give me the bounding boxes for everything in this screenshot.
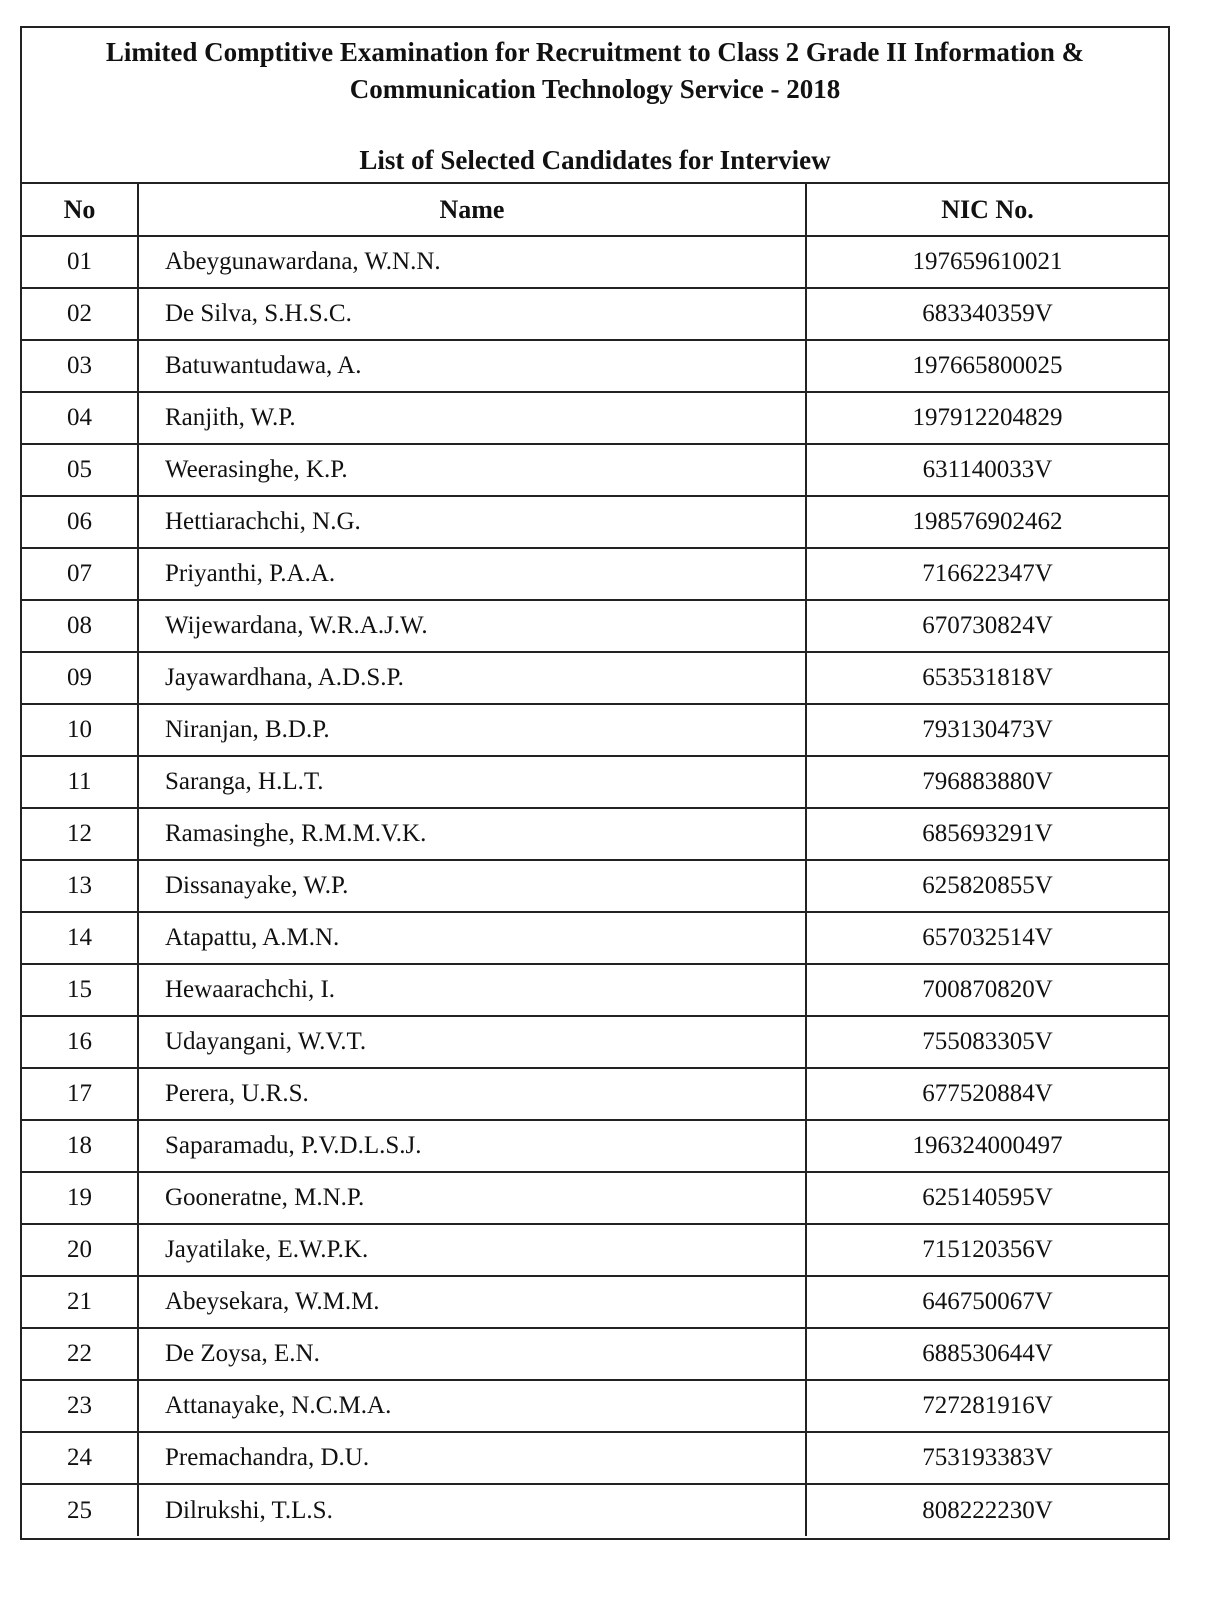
- candidate-name: Udayangani, W.V.T.: [138, 1016, 806, 1068]
- candidate-name: De Silva, S.H.S.C.: [138, 288, 806, 340]
- table-row: [22, 444, 1168, 496]
- document-title: Limited Comptitive Examination for Recruitment to Class 2 Grade II Information & Communication Technology Service - 2018: [105, 37, 1085, 104]
- candidate-name: Attanayake, N.C.M.A.: [138, 1380, 806, 1432]
- row-number: 04: [22, 392, 138, 444]
- candidate-name: Dilrukshi, T.L.S.: [138, 1484, 806, 1536]
- row-number: 11: [22, 756, 138, 808]
- row-number: 03: [22, 340, 138, 392]
- nic-number: 685693291V: [806, 808, 1168, 860]
- row-number: 05: [22, 444, 138, 496]
- candidate-name: Ramasinghe, R.M.M.V.K.: [138, 808, 806, 860]
- nic-number: 753193383V: [806, 1432, 1168, 1484]
- nic-number: 631140033V: [806, 444, 1168, 496]
- candidate-name: Hettiarachchi, N.G.: [138, 496, 806, 548]
- candidate-name: Abeysekara, W.M.M.: [138, 1276, 806, 1328]
- row-number: 01: [22, 236, 138, 288]
- column-header-nic: NIC No.: [806, 184, 1168, 236]
- table-row: [22, 548, 1168, 600]
- document-subtitle: List of Selected Candidates for Interview: [359, 145, 831, 175]
- table-row: [22, 392, 1168, 444]
- candidate-name: Hewaarachchi, I.: [138, 964, 806, 1016]
- nic-number: 625140595V: [806, 1172, 1168, 1224]
- nic-number: 688530644V: [806, 1328, 1168, 1380]
- table-row: [22, 496, 1168, 548]
- table-row: [22, 340, 1168, 392]
- nic-number: 198576902462: [806, 496, 1168, 548]
- nic-number: 625820855V: [806, 860, 1168, 912]
- candidate-name: Batuwantudawa, A.: [138, 340, 806, 392]
- row-number: 19: [22, 1172, 138, 1224]
- row-number: 14: [22, 912, 138, 964]
- nic-number: 716622347V: [806, 548, 1168, 600]
- document-frame: [20, 26, 1170, 1540]
- nic-number: 646750067V: [806, 1276, 1168, 1328]
- row-number: 13: [22, 860, 138, 912]
- nic-number: 197912204829: [806, 392, 1168, 444]
- table-row: [22, 704, 1168, 756]
- table-row: [22, 1172, 1168, 1224]
- table-row: [22, 652, 1168, 704]
- table-row: [22, 1016, 1168, 1068]
- table-row: [22, 1276, 1168, 1328]
- row-number: 17: [22, 1068, 138, 1120]
- nic-number: 197665800025: [806, 340, 1168, 392]
- candidate-name: Jayawardhana, A.D.S.P.: [138, 652, 806, 704]
- table-row: [22, 756, 1168, 808]
- table-row: [22, 1068, 1168, 1120]
- candidate-name: Premachandra, D.U.: [138, 1432, 806, 1484]
- candidate-name: Dissanayake, W.P.: [138, 860, 806, 912]
- row-number: 07: [22, 548, 138, 600]
- nic-number: 196324000497: [806, 1120, 1168, 1172]
- candidate-name: Atapattu, A.M.N.: [138, 912, 806, 964]
- nic-number: 683340359V: [806, 288, 1168, 340]
- nic-number: 677520884V: [806, 1068, 1168, 1120]
- table-body: [22, 236, 1168, 1536]
- nic-number: 657032514V: [806, 912, 1168, 964]
- nic-number: 670730824V: [806, 600, 1168, 652]
- candidate-name: Saparamadu, P.V.D.L.S.J.: [138, 1120, 806, 1172]
- table-row: [22, 860, 1168, 912]
- row-number: 10: [22, 704, 138, 756]
- table-row: [22, 912, 1168, 964]
- table-row: [22, 1484, 1168, 1536]
- table-header-row: [22, 184, 1168, 236]
- document-header: [22, 28, 1168, 184]
- nic-number: 700870820V: [806, 964, 1168, 1016]
- row-number: 06: [22, 496, 138, 548]
- row-number: 23: [22, 1380, 138, 1432]
- table-row: [22, 964, 1168, 1016]
- table-row: [22, 1432, 1168, 1484]
- candidate-name: Weerasinghe, K.P.: [138, 444, 806, 496]
- row-number: 09: [22, 652, 138, 704]
- row-number: 24: [22, 1432, 138, 1484]
- candidate-name: Gooneratne, M.N.P.: [138, 1172, 806, 1224]
- row-number: 18: [22, 1120, 138, 1172]
- nic-number: 727281916V: [806, 1380, 1168, 1432]
- table-row: [22, 1380, 1168, 1432]
- table-row: [22, 288, 1168, 340]
- column-header-no: No: [22, 184, 138, 236]
- candidate-name: Saranga, H.L.T.: [138, 756, 806, 808]
- row-number: 22: [22, 1328, 138, 1380]
- table-row: [22, 1328, 1168, 1380]
- row-number: 08: [22, 600, 138, 652]
- candidate-name: Abeygunawardana, W.N.N.: [138, 236, 806, 288]
- column-header-name: Name: [138, 184, 806, 236]
- table-row: [22, 236, 1168, 288]
- nic-number: 808222230V: [922, 1496, 1053, 1524]
- table-row: [22, 808, 1168, 860]
- row-number: 15: [22, 964, 138, 1016]
- table-row: [22, 1224, 1168, 1276]
- candidate-name: De Zoysa, E.N.: [138, 1328, 806, 1380]
- candidate-name: Priyanthi, P.A.A.: [138, 548, 806, 600]
- nic-number: 653531818V: [806, 652, 1168, 704]
- row-number: 21: [22, 1276, 138, 1328]
- row-number: 02: [22, 288, 138, 340]
- candidate-name: Perera, U.R.S.: [138, 1068, 806, 1120]
- candidate-name: Niranjan, B.D.P.: [138, 704, 806, 756]
- row-number: 20: [22, 1224, 138, 1276]
- candidate-name: Wijewardana, W.R.A.J.W.: [138, 600, 806, 652]
- nic-number: 755083305V: [806, 1016, 1168, 1068]
- row-number: 25: [22, 1484, 138, 1536]
- nic-number: 796883880V: [806, 756, 1168, 808]
- nic-number: 793130473V: [806, 704, 1168, 756]
- table-row: [22, 1120, 1168, 1172]
- candidate-name: Ranjith, W.P.: [138, 392, 806, 444]
- row-number: 12: [22, 808, 138, 860]
- row-number: 16: [22, 1016, 138, 1068]
- nic-number: 197659610021: [806, 236, 1168, 288]
- nic-number: 715120356V: [806, 1224, 1168, 1276]
- candidate-name: Jayatilake, E.W.P.K.: [138, 1224, 806, 1276]
- candidates-table: [22, 184, 1168, 1536]
- table-row: [22, 600, 1168, 652]
